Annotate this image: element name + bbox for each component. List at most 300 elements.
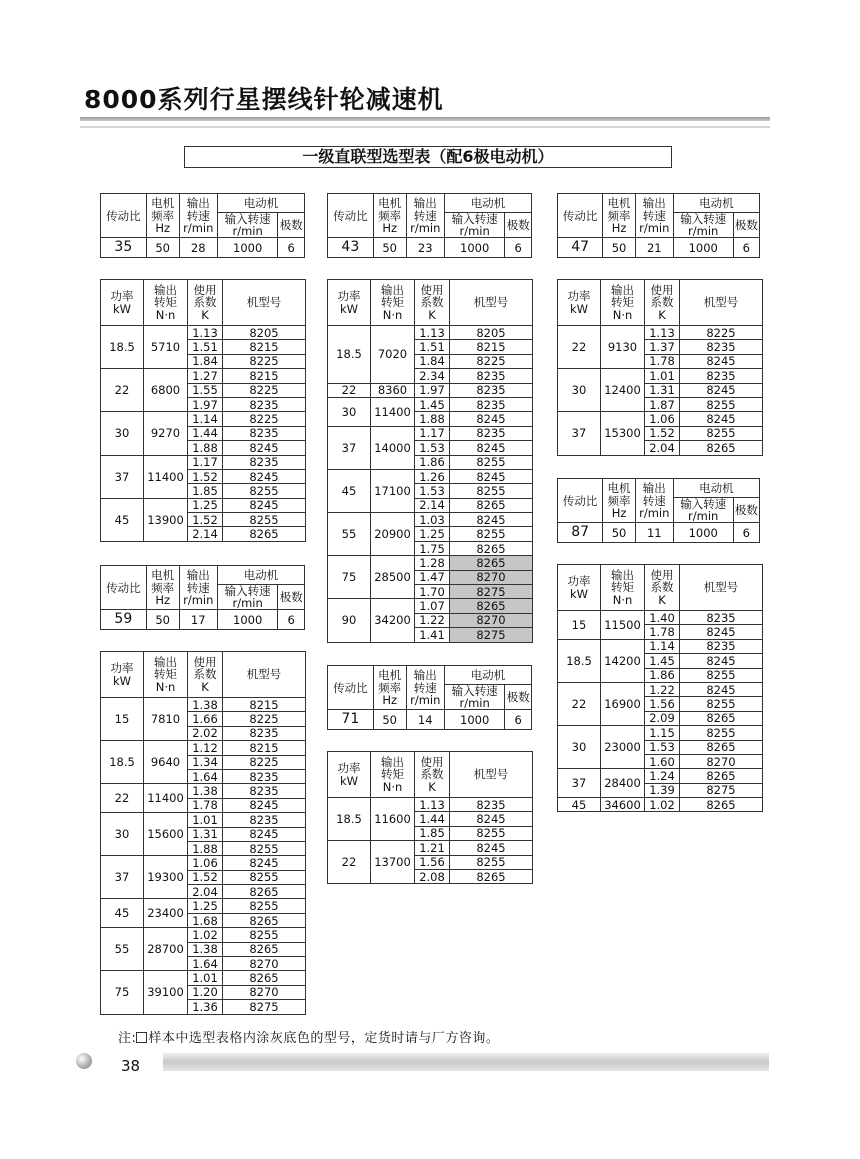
- label-line: 系数: [193, 295, 217, 310]
- model-value: 8270: [450, 570, 533, 584]
- torque-value: 15600: [144, 813, 188, 856]
- label-line: 使用: [650, 283, 674, 298]
- service-factor-value: 1.44: [415, 812, 450, 826]
- power-value: 22: [328, 383, 371, 397]
- service-factor-value: 1.01: [645, 369, 680, 383]
- model-value: 8255: [680, 668, 763, 682]
- model-value: 8255: [223, 841, 306, 855]
- power-value: 18.5: [101, 326, 144, 369]
- torque-value: 28400: [601, 769, 645, 798]
- model-value: 8245: [450, 441, 533, 455]
- model-value: 8255: [223, 870, 306, 884]
- service-factor-value: 2.34: [415, 369, 450, 383]
- label-line: 电机: [151, 196, 175, 211]
- power-value: 75: [328, 556, 371, 599]
- service-factor-value: 1.17: [188, 455, 223, 469]
- title-rule-thin: [80, 126, 770, 128]
- output-speed-value: 23: [406, 238, 444, 258]
- label-line: K: [658, 592, 666, 607]
- selection-header-row: [101, 280, 306, 326]
- service-factor-value: 1.38: [188, 942, 223, 956]
- label-line: 输出: [611, 283, 634, 298]
- selection-header-row: [328, 280, 533, 326]
- model-value: 8265: [680, 441, 763, 455]
- ratio-value-row: [558, 523, 760, 543]
- label-line: 转速: [186, 208, 210, 223]
- motor-label: 电动机: [217, 566, 304, 585]
- model-value: 8255: [450, 527, 533, 541]
- power-value: 45: [101, 498, 144, 541]
- table-row: [328, 599, 533, 613]
- label-line: 转速: [413, 680, 437, 695]
- ratio-header-row: [558, 194, 760, 213]
- ratio-label: 传动比: [558, 479, 603, 523]
- label-line: r/min: [183, 220, 214, 235]
- input-speed-label: [673, 213, 733, 238]
- label-line: r/min: [410, 220, 441, 235]
- service-factor-label: [645, 565, 680, 611]
- motor-frequency-label: [373, 666, 406, 710]
- label-line: Hz: [611, 505, 627, 520]
- service-factor-value: 1.28: [415, 556, 450, 570]
- model-value: 8265: [450, 869, 533, 883]
- power-value: 55: [328, 513, 371, 556]
- service-factor-value: 1.27: [188, 369, 223, 383]
- label-line: K: [428, 779, 436, 794]
- input-speed-value: 1000: [217, 610, 278, 630]
- frequency-value: 50: [373, 710, 406, 730]
- service-factor-value: 1.88: [188, 441, 223, 455]
- torque-label: [371, 752, 415, 798]
- service-factor-value: 1.13: [188, 326, 223, 340]
- service-factor-value: 1.22: [645, 682, 680, 696]
- model-value: 8275: [450, 628, 533, 642]
- model-value: 8265: [223, 885, 306, 899]
- label-line: 系数: [193, 667, 217, 682]
- service-factor-value: 1.85: [415, 826, 450, 840]
- poles-label: 极数: [278, 585, 305, 610]
- service-factor-value: 1.37: [645, 340, 680, 354]
- input-speed-value: 1000: [673, 238, 733, 258]
- frequency-value: 50: [603, 238, 636, 258]
- model-value: 8270: [680, 754, 763, 768]
- torque-value: 13700: [371, 841, 415, 884]
- label-line: 频率: [607, 493, 631, 508]
- power-value: 37: [558, 412, 601, 455]
- torque-value: 34200: [371, 599, 415, 642]
- label-line: r/min: [459, 224, 490, 239]
- model-value: 8235: [450, 383, 533, 397]
- output-speed-label: [179, 194, 217, 238]
- label-line: Hz: [382, 692, 397, 707]
- power-value: 30: [558, 726, 601, 769]
- service-factor-value: 2.14: [188, 527, 223, 541]
- label-line: r/min: [639, 220, 670, 235]
- input-speed-label: [673, 498, 733, 523]
- torque-value: 16900: [601, 682, 645, 725]
- torque-value: 28500: [371, 556, 415, 599]
- model-value: 8225: [223, 383, 306, 397]
- service-factor-value: 1.56: [415, 855, 450, 869]
- label-line: r/min: [688, 224, 719, 239]
- service-factor-value: 1.25: [415, 527, 450, 541]
- torque-value: 34600: [601, 798, 645, 812]
- model-value: 8205: [450, 326, 533, 340]
- label-line: 电机: [607, 196, 631, 211]
- output-speed-value: 21: [635, 238, 673, 258]
- ratio-label: 传动比: [328, 666, 374, 710]
- model-value: 8235: [223, 455, 306, 469]
- motor-frequency-label: [603, 479, 636, 523]
- service-factor-value: 1.78: [645, 354, 680, 368]
- ratio-header-row: [101, 566, 305, 585]
- model-label: 机型号: [223, 280, 306, 326]
- model-value: 8245: [450, 469, 533, 483]
- torque-value: 8360: [371, 383, 415, 397]
- label-line: 使用: [193, 283, 217, 298]
- model-value: 8255: [450, 826, 533, 840]
- service-factor-value: 1.87: [645, 397, 680, 411]
- service-factor-value: 1.25: [188, 498, 223, 512]
- service-factor-value: 1.34: [188, 755, 223, 769]
- torque-value: 23000: [601, 726, 645, 769]
- model-value: 8245: [680, 412, 763, 426]
- service-factor-value: 1.25: [188, 899, 223, 913]
- label-line: 使用: [420, 755, 444, 770]
- frequency-value: 50: [603, 523, 636, 543]
- label-line: kW: [339, 773, 359, 788]
- service-factor-value: 1.13: [415, 798, 450, 812]
- service-factor-value: 1.52: [645, 426, 680, 440]
- label-line: r/min: [232, 596, 263, 611]
- selection-header-row: [558, 280, 763, 326]
- power-value: 55: [101, 928, 144, 971]
- service-factor-value: 1.78: [188, 798, 223, 812]
- power-value: 45: [558, 798, 601, 812]
- motor-frequency-label: [146, 566, 179, 610]
- service-factor-value: 1.97: [188, 397, 223, 411]
- service-factor-value: 1.53: [415, 484, 450, 498]
- input-speed-value: 1000: [444, 710, 505, 730]
- label-line: r/min: [639, 505, 670, 520]
- motor-label: 电动机: [217, 194, 304, 213]
- ratio-label: 传动比: [101, 194, 147, 238]
- service-factor-label: [645, 280, 680, 326]
- service-factor-value: 2.14: [415, 498, 450, 512]
- service-factor-value: 1.75: [415, 541, 450, 555]
- service-factor-value: 1.02: [188, 928, 223, 942]
- model-value: 8245: [680, 625, 763, 639]
- label-line: 频率: [607, 208, 631, 223]
- label-line: kW: [569, 301, 589, 316]
- label-line: 系数: [420, 295, 444, 310]
- power-label: [328, 752, 371, 798]
- label-line: 系数: [650, 295, 674, 310]
- model-value: 8235: [223, 426, 306, 440]
- label-line: 频率: [378, 208, 402, 223]
- model-value: 8225: [223, 354, 306, 368]
- input-speed-label: [444, 213, 505, 238]
- ratio-header-row: [328, 194, 532, 213]
- label-line: 转矩: [381, 295, 404, 310]
- torque-value: 9270: [144, 412, 188, 455]
- model-value: 8255: [450, 484, 533, 498]
- label-line: 系数: [420, 767, 444, 782]
- torque-value: 11400: [144, 784, 188, 813]
- torque-value: 39100: [144, 971, 188, 1014]
- service-factor-label: [188, 280, 223, 326]
- model-value: 8235: [450, 369, 533, 383]
- label-line: 输出: [611, 568, 634, 583]
- label-line: kW: [339, 301, 359, 316]
- service-factor-value: 1.20: [188, 985, 223, 999]
- label-line: 转速: [642, 208, 666, 223]
- motor-label: 电动机: [444, 666, 531, 685]
- power-value: 22: [558, 326, 601, 369]
- model-value: 8235: [450, 397, 533, 411]
- poles-label: 极数: [505, 213, 532, 238]
- footnote: [118, 1027, 499, 1046]
- model-value: 8265: [450, 541, 533, 555]
- model-label: 机型号: [223, 652, 306, 698]
- service-factor-value: 1.38: [188, 698, 223, 712]
- model-value: 8255: [223, 513, 306, 527]
- label-line: 输出: [381, 755, 404, 770]
- power-value: 45: [101, 899, 144, 928]
- power-value: 45: [328, 469, 371, 512]
- model-value: 8265: [450, 556, 533, 570]
- service-factor-value: 1.84: [188, 354, 223, 368]
- label-line: 转矩: [611, 580, 634, 595]
- power-value: 18.5: [101, 741, 144, 784]
- label-line: 转矩: [381, 767, 404, 782]
- service-factor-value: 1.88: [415, 412, 450, 426]
- torque-value: 19300: [144, 856, 188, 899]
- model-value: 8245: [223, 498, 306, 512]
- poles-value: 6: [278, 238, 305, 258]
- service-factor-value: 1.01: [188, 813, 223, 827]
- service-factor-value: 1.47: [415, 570, 450, 584]
- model-value: 8235: [450, 798, 533, 812]
- label-line: 输入转速: [224, 212, 271, 226]
- label-line: K: [201, 679, 209, 694]
- service-factor-value: 1.45: [415, 397, 450, 411]
- table-row: [558, 639, 763, 653]
- ratio-header-row: [328, 666, 532, 685]
- service-factor-value: 1.52: [188, 870, 223, 884]
- model-value: 8235: [223, 397, 306, 411]
- table-row: [328, 426, 533, 440]
- output-speed-label: [635, 194, 673, 238]
- service-factor-value: 1.66: [188, 712, 223, 726]
- selection-table: [327, 751, 533, 884]
- model-value: 8245: [450, 812, 533, 826]
- poles-value: 6: [278, 610, 305, 630]
- power-label: [328, 280, 371, 326]
- torque-label: [144, 652, 188, 698]
- power-value: 15: [101, 698, 144, 741]
- motor-frequency-label: [603, 194, 636, 238]
- model-label: 机型号: [680, 280, 763, 326]
- torque-value: 11600: [371, 798, 415, 841]
- ratio-value-row: [328, 710, 532, 730]
- service-factor-value: 2.04: [645, 441, 680, 455]
- label-line: K: [428, 307, 436, 322]
- torque-value: 9130: [601, 326, 645, 369]
- selection-table: [100, 651, 306, 1015]
- model-value: 8235: [223, 726, 306, 740]
- model-value: 8235: [680, 611, 763, 625]
- power-value: 37: [558, 769, 601, 798]
- ratio-value: 87: [558, 523, 603, 543]
- service-factor-value: 2.09: [645, 711, 680, 725]
- output-speed-value: 28: [179, 238, 217, 258]
- selection-table: [327, 279, 533, 643]
- ratio-value-row: [101, 610, 305, 630]
- model-value: 8245: [223, 798, 306, 812]
- service-factor-value: 1.41: [415, 628, 450, 642]
- power-value: 22: [558, 682, 601, 725]
- torque-value: 11400: [144, 455, 188, 498]
- power-label: [101, 280, 144, 326]
- power-value: 90: [328, 599, 371, 642]
- page-circle-icon: [76, 1053, 92, 1069]
- table-row: [328, 469, 533, 483]
- output-speed-value: 14: [406, 710, 444, 730]
- label-line: 转速: [642, 493, 666, 508]
- torque-label: [601, 280, 645, 326]
- model-value: 8270: [223, 985, 306, 999]
- model-value: 8235: [223, 813, 306, 827]
- label-line: 输出: [186, 196, 210, 211]
- label-line: r/min: [459, 696, 490, 711]
- label-line: 使用: [420, 283, 444, 298]
- label-line: 输出: [413, 668, 437, 683]
- motor-label: 电动机: [673, 194, 759, 213]
- model-value: 8255: [680, 697, 763, 711]
- service-factor-value: 1.51: [415, 340, 450, 354]
- label-line: r/min: [183, 592, 214, 607]
- label-line: 功率: [337, 289, 361, 304]
- service-factor-value: 1.38: [188, 784, 223, 798]
- model-value: 8215: [223, 340, 306, 354]
- label-line: kW: [569, 586, 589, 601]
- service-factor-value: 1.44: [188, 426, 223, 440]
- service-factor-label: [415, 280, 450, 326]
- power-label: [558, 280, 601, 326]
- table-row: [328, 798, 533, 812]
- torque-value: 17100: [371, 469, 415, 512]
- label-line: 电机: [151, 568, 175, 583]
- model-value: 8245: [680, 383, 763, 397]
- model-value: 8245: [450, 513, 533, 527]
- label-line: N·n: [155, 679, 176, 694]
- model-value: 8255: [223, 484, 306, 498]
- frequency-value: 50: [373, 238, 406, 258]
- power-value: 18.5: [558, 639, 601, 682]
- table-row: [101, 741, 306, 755]
- model-value: 8265: [680, 798, 763, 812]
- torque-label: [371, 280, 415, 326]
- table-row: [558, 798, 763, 812]
- torque-value: 12400: [601, 369, 645, 412]
- selection-header-row: [558, 565, 763, 611]
- service-factor-value: 1.14: [645, 639, 680, 653]
- label-line: 输出: [642, 481, 666, 496]
- ratio-value-row: [328, 238, 532, 258]
- service-factor-value: 1.56: [645, 697, 680, 711]
- service-factor-value: 1.68: [188, 913, 223, 927]
- service-factor-value: 1.53: [645, 740, 680, 754]
- model-value: 8245: [223, 441, 306, 455]
- label-line: 转矩: [154, 295, 177, 310]
- motor-label: 电动机: [444, 194, 531, 213]
- service-factor-value: 1.14: [188, 412, 223, 426]
- power-value: 15: [558, 611, 601, 640]
- ratio-table: [100, 565, 305, 630]
- label-line: 电机: [607, 481, 631, 496]
- label-line: 功率: [110, 661, 134, 676]
- service-factor-value: 1.31: [645, 383, 680, 397]
- torque-value: 20900: [371, 513, 415, 556]
- power-value: 18.5: [328, 798, 371, 841]
- poles-label: 极数: [505, 685, 532, 710]
- model-value: 8255: [450, 455, 533, 469]
- frequency-value: 50: [146, 610, 179, 630]
- power-value: 30: [101, 813, 144, 856]
- model-value: 8255: [680, 726, 763, 740]
- label-line: 输出: [413, 196, 437, 211]
- table-row: [101, 928, 306, 942]
- service-factor-value: 1.26: [415, 469, 450, 483]
- model-value: 8245: [680, 682, 763, 696]
- model-value: 8225: [223, 755, 306, 769]
- ratio-value-row: [101, 238, 305, 258]
- label-line: N·n: [612, 592, 633, 607]
- ratio-label: 传动比: [558, 194, 603, 238]
- ratio-value: 59: [101, 610, 147, 630]
- service-factor-value: 1.84: [415, 354, 450, 368]
- table-row: [101, 899, 306, 913]
- service-factor-value: 1.86: [415, 455, 450, 469]
- power-value: 30: [328, 397, 371, 426]
- model-value: 8215: [223, 741, 306, 755]
- model-value: 8245: [223, 827, 306, 841]
- label-line: 输出: [154, 283, 177, 298]
- page-number: 38: [121, 1057, 141, 1075]
- label-line: 转速: [413, 208, 437, 223]
- label-line: Hz: [611, 220, 627, 235]
- power-value: 37: [101, 455, 144, 498]
- service-factor-value: 1.06: [188, 856, 223, 870]
- model-value: 8255: [680, 426, 763, 440]
- service-factor-value: 1.39: [645, 783, 680, 797]
- ratio-label: 传动比: [328, 194, 374, 238]
- input-speed-value: 1000: [673, 523, 733, 543]
- service-factor-value: 1.51: [188, 340, 223, 354]
- power-label: [101, 652, 144, 698]
- output-speed-label: [635, 479, 673, 523]
- label-line: K: [658, 307, 666, 322]
- model-value: 8265: [680, 769, 763, 783]
- power-value: 75: [101, 971, 144, 1014]
- label-line: 功率: [110, 289, 134, 304]
- selection-header-row: [328, 752, 533, 798]
- service-factor-value: 1.45: [645, 654, 680, 668]
- model-value: 8245: [223, 469, 306, 483]
- table-row: [101, 698, 306, 712]
- motor-label: 电动机: [673, 479, 759, 498]
